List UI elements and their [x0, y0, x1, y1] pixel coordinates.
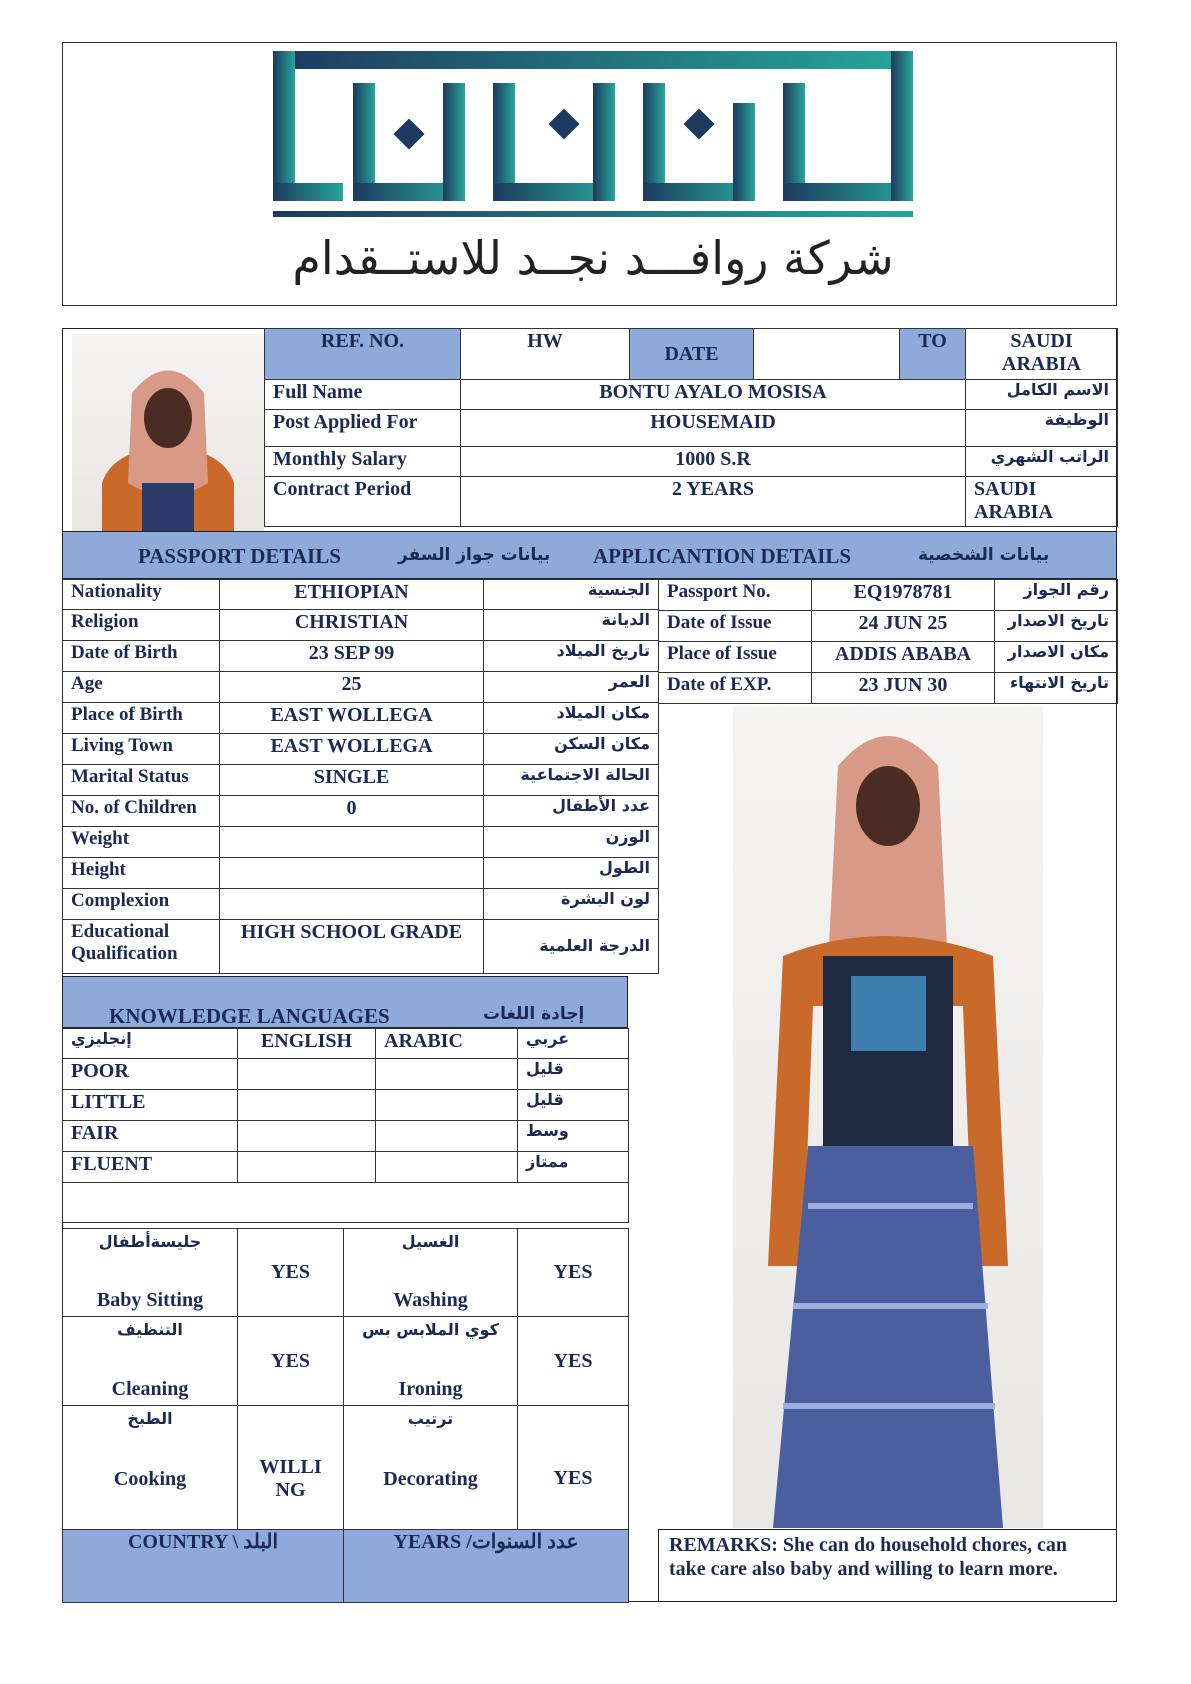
passport-label: Passport No.	[659, 580, 812, 611]
personal-row	[63, 580, 659, 610]
personal-row	[63, 610, 659, 641]
details-band	[62, 531, 1117, 579]
language-arabic-cell	[376, 1059, 518, 1090]
full-name-ar: الاسم الكامل	[966, 380, 1118, 410]
personal-label: Complexion	[63, 889, 220, 920]
ref-label: REF. NO.	[265, 329, 461, 380]
lang-col-en-ar: إنجليزي	[63, 1029, 238, 1059]
personal-ar: الجنسية	[484, 580, 659, 610]
personal-label: Religion	[63, 610, 220, 641]
skill-label-en: Cooking	[113, 1468, 187, 1491]
passport-value: EQ1978781	[812, 580, 995, 611]
personal-value: 23 SEP 99	[220, 641, 484, 672]
personal-value	[220, 889, 484, 920]
passport-value: 23 JUN 30	[812, 673, 995, 704]
top-info-table	[264, 328, 1118, 527]
personal-value: ETHIOPIAN	[220, 580, 484, 610]
experience-table	[62, 1529, 629, 1603]
personal-ar: الطول	[484, 858, 659, 889]
to-label: TO	[900, 329, 966, 380]
personal-value: HIGH SCHOOL GRADE	[220, 920, 484, 974]
personal-row	[63, 765, 659, 796]
language-arabic-cell	[376, 1090, 518, 1121]
language-arabic-cell	[376, 1121, 518, 1152]
passport-value: 24 JUN 25	[812, 611, 995, 642]
skill-value: YES	[238, 1317, 344, 1405]
personal-ar: مكان السكن	[484, 734, 659, 765]
company-header	[62, 42, 1117, 306]
salary-label: Monthly Salary	[265, 447, 461, 477]
post-label: Post Applied For	[265, 410, 461, 447]
passport-ar: رقم الجواز	[995, 580, 1118, 611]
personal-ar: الدرجة العلمية	[484, 920, 659, 974]
language-level-label: FAIR	[63, 1121, 238, 1152]
personal-value: SINGLE	[220, 765, 484, 796]
experience-years: YEARS /عدد السنوات	[344, 1530, 629, 1603]
passport-details-heading-ar: بيانات جواز السفر	[398, 545, 551, 565]
skill-label-en: Ironing	[398, 1377, 463, 1400]
to-value: SAUDI ARABIA	[966, 329, 1118, 380]
language-level-row	[63, 1059, 629, 1090]
full-name-label: Full Name	[265, 380, 461, 410]
language-english-cell	[238, 1121, 376, 1152]
skill-row	[63, 1317, 629, 1405]
skill-label-ar: كوي الملابس بس	[362, 1320, 499, 1340]
personal-label: Nationality	[63, 580, 220, 610]
skill-value: YES	[518, 1229, 629, 1317]
language-level-label: FLUENT	[63, 1152, 238, 1183]
experience-country: COUNTRY \ البلد	[63, 1530, 344, 1603]
full-body-person-icon	[733, 706, 1043, 1528]
personal-ar: الحالة الاجتماعية	[484, 765, 659, 796]
contract-label: Contract Period	[265, 477, 461, 527]
languages-heading-ar: إجادة اللغات	[483, 1004, 585, 1024]
skill-label-en: Decorating	[383, 1468, 478, 1491]
personal-row	[63, 672, 659, 703]
portrait-person-icon	[72, 333, 264, 531]
language-level-ar: قليل	[518, 1059, 629, 1090]
personal-ar: الوزن	[484, 827, 659, 858]
skill-label-en: Washing	[393, 1289, 468, 1312]
lang-col-ar-ar: عربي	[518, 1029, 629, 1059]
passport-label: Date of EXP.	[659, 673, 812, 704]
language-english-cell	[238, 1090, 376, 1121]
languages-heading: KNOWLEDGE LANGUAGES	[109, 1004, 390, 1028]
post-value: HOUSEMAID	[461, 410, 966, 447]
application-details-heading: APPLICANTION DETAILS	[593, 544, 852, 568]
language-level-row	[63, 1152, 629, 1183]
remarks-text: REMARKS: She can do household chores, can take care also baby and willing to learn more.	[669, 1534, 1068, 1580]
skill-cell-left	[63, 1317, 238, 1405]
personal-value: EAST WOLLEGA	[220, 734, 484, 765]
personal-ar: عدد الأطفال	[484, 796, 659, 827]
language-level-ar: ممتاز	[518, 1152, 629, 1183]
remarks-box	[658, 1529, 1117, 1602]
skill-label-en: Baby Sitting	[96, 1289, 204, 1312]
skill-value: YES	[518, 1405, 629, 1552]
contract-value: 2 YEARS	[461, 477, 966, 527]
personal-details-table	[62, 579, 659, 974]
languages-band	[62, 976, 628, 1028]
application-details-heading-ar: بيانات الشخصية	[918, 545, 1050, 565]
language-level-row	[63, 1121, 629, 1152]
personal-value: EAST WOLLEGA	[220, 703, 484, 734]
language-english-cell	[238, 1152, 376, 1183]
passport-row	[659, 580, 1118, 611]
personal-row	[63, 858, 659, 889]
personal-row	[63, 734, 659, 765]
personal-label: Educational Qualification	[63, 920, 220, 974]
passport-ar: مكان الاصدار	[995, 642, 1118, 673]
personal-row	[63, 889, 659, 920]
skill-label-ar: التنظيف	[117, 1320, 183, 1340]
company-arabic-name: شركة روافـــد نجــد للاستــقدام	[292, 231, 894, 285]
ref-value: HW	[461, 329, 630, 380]
personal-value: 25	[220, 672, 484, 703]
full-name-value: BONTU AYALO MOSISA	[461, 380, 966, 410]
personal-ar: العمر	[484, 672, 659, 703]
language-level-ar: وسط	[518, 1121, 629, 1152]
personal-value	[220, 827, 484, 858]
portrait-photo	[72, 333, 264, 531]
personal-label: Living Town	[63, 734, 220, 765]
passport-label: Place of Issue	[659, 642, 812, 673]
lang-col-english: ENGLISH	[238, 1029, 376, 1059]
skill-cell-right	[344, 1229, 518, 1317]
lang-spacer-row	[63, 1183, 629, 1223]
personal-ar: تاريخ الميلاد	[484, 641, 659, 672]
passport-row	[659, 642, 1118, 673]
passport-ar: تاريخ الانتهاء	[995, 673, 1118, 704]
language-level-ar: قليل	[518, 1090, 629, 1121]
skill-label-ar: ترتيب	[407, 1408, 454, 1428]
skill-label-ar: الطبخ	[127, 1408, 173, 1428]
personal-row	[63, 641, 659, 672]
language-level-label: POOR	[63, 1059, 238, 1090]
language-level-row	[63, 1090, 629, 1121]
lang-col-arabic: ARABIC	[376, 1029, 518, 1059]
personal-label: Age	[63, 672, 220, 703]
personal-label: Marital Status	[63, 765, 220, 796]
skill-label-ar: الغسيل	[401, 1232, 460, 1251]
language-level-label: LITTLE	[63, 1090, 238, 1121]
personal-value	[220, 858, 484, 889]
passport-row	[659, 611, 1118, 642]
skill-label-ar: جليسةأطفال	[98, 1232, 202, 1251]
passport-ar: تاريخ الاصدار	[995, 611, 1118, 642]
skill-row	[63, 1229, 629, 1317]
passport-row	[659, 673, 1118, 704]
skill-value: YES	[518, 1317, 629, 1405]
personal-row	[63, 827, 659, 858]
skill-cell-left	[63, 1229, 238, 1317]
language-arabic-cell	[376, 1152, 518, 1183]
date-label: DATE	[630, 329, 754, 380]
passport-value: ADDIS ABABA	[812, 642, 995, 673]
skill-cell-right	[344, 1317, 518, 1405]
personal-value: CHRISTIAN	[220, 610, 484, 641]
salary-value: 1000 S.R	[461, 447, 966, 477]
personal-label: Date of Birth	[63, 641, 220, 672]
date-value	[754, 329, 900, 380]
salary-ar: الراتب الشهري	[966, 447, 1118, 477]
languages-table	[62, 1028, 629, 1223]
personal-row	[63, 703, 659, 734]
personal-ar: الديانة	[484, 610, 659, 641]
passport-details-heading: PASSPORT DETAILS	[138, 544, 341, 568]
personal-label: Place of Birth	[63, 703, 220, 734]
skill-label-en: Cleaning	[111, 1377, 189, 1400]
contract-country: SAUDI ARABIA	[966, 477, 1118, 527]
skills-table	[62, 1228, 629, 1553]
passport-label: Date of Issue	[659, 611, 812, 642]
personal-ar: مكان الميلاد	[484, 703, 659, 734]
passport-details-table	[658, 579, 1118, 704]
personal-label: Weight	[63, 827, 220, 858]
personal-ar: لون البشرة	[484, 889, 659, 920]
post-ar: الوظيفة	[966, 410, 1118, 447]
language-english-cell	[238, 1059, 376, 1090]
skill-value: WILLI NG	[238, 1405, 344, 1552]
full-body-photo	[733, 706, 1043, 1528]
personal-label: No. of Children	[63, 796, 220, 827]
skill-value: YES	[238, 1229, 344, 1317]
personal-label: Height	[63, 858, 220, 889]
personal-row	[63, 796, 659, 827]
personal-value: 0	[220, 796, 484, 827]
personal-row	[63, 920, 659, 974]
